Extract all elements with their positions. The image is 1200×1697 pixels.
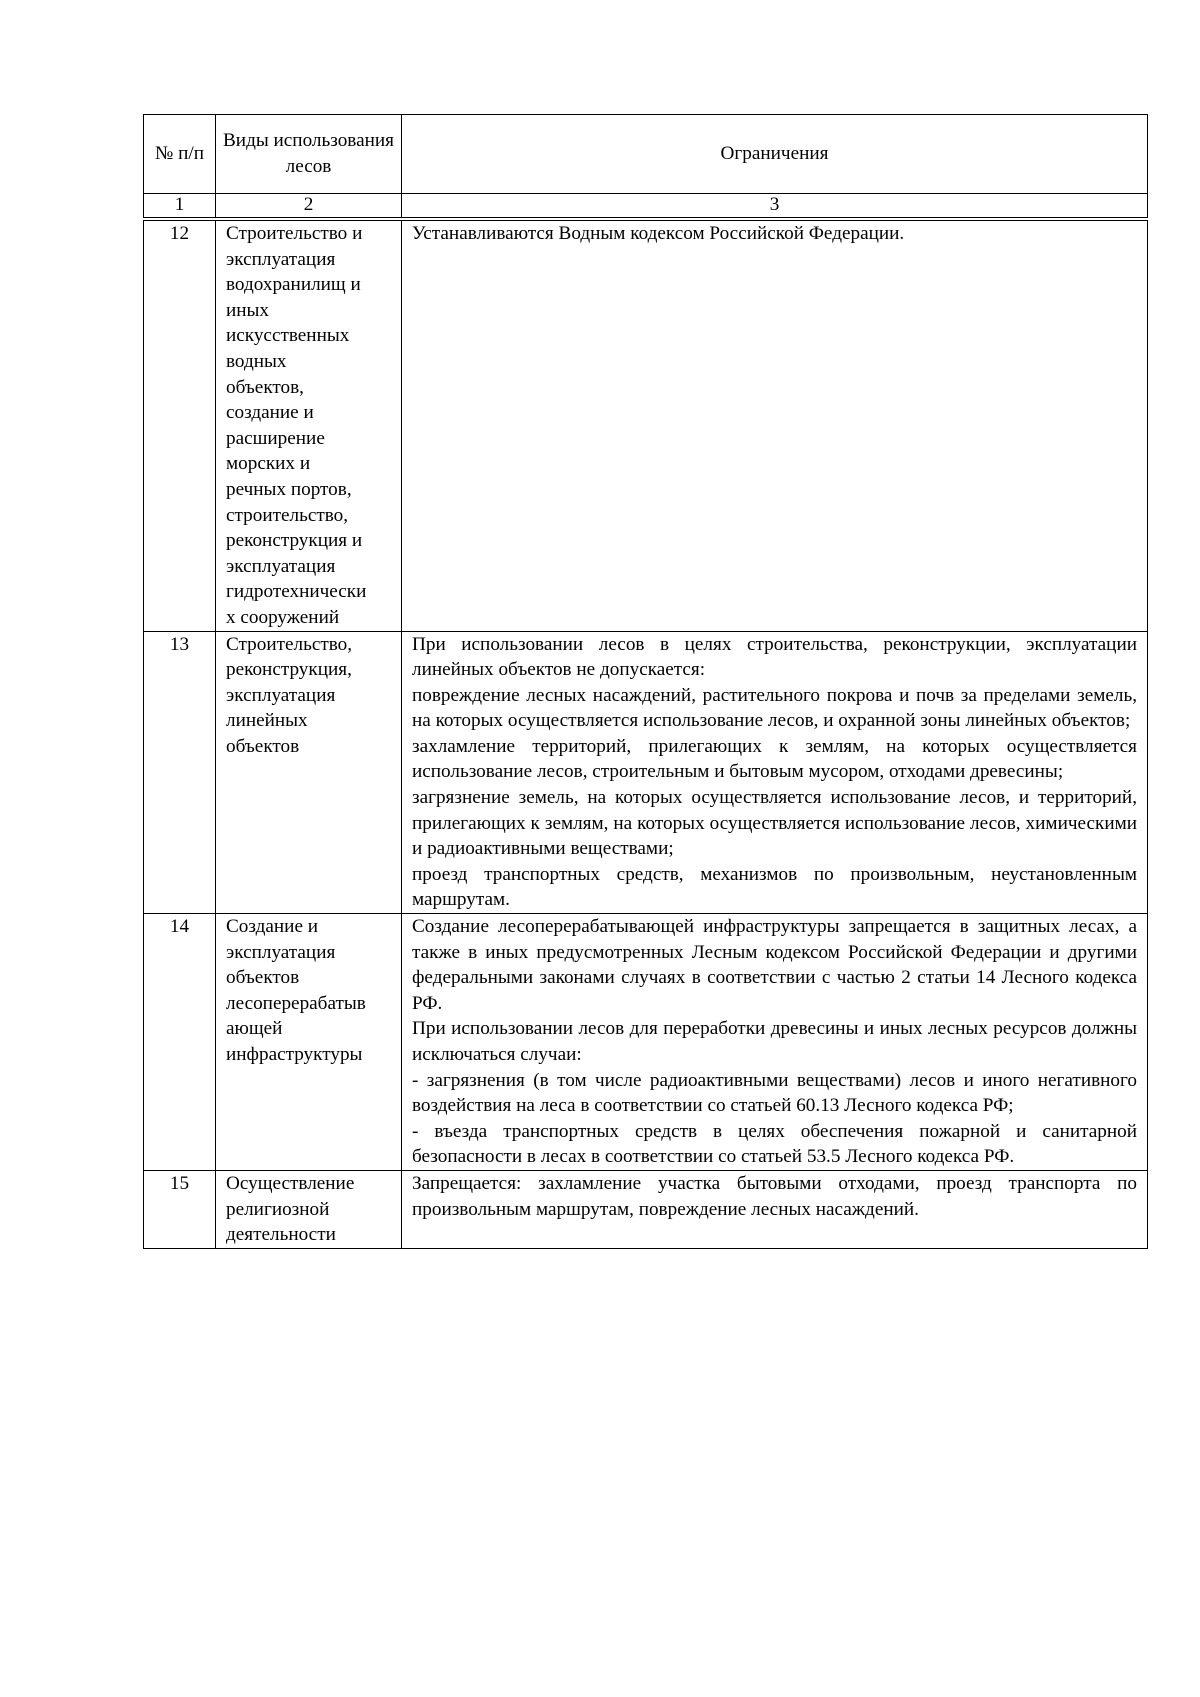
restriction-paragraph: загрязнение земель, на которых осуществляется использование лесов, и территорий, прилегающих к землям, на которых осуществляется использование лесов, химическими и радиоактивными веществами; — [412, 787, 1137, 860]
table-row — [144, 914, 1148, 1171]
forest-use-kind-line: х сооружений — [226, 606, 340, 628]
row-number: 15 — [144, 1170, 216, 1248]
header-row — [144, 115, 1148, 194]
forest-use-kind — [216, 219, 402, 631]
forest-use-kind-line: искусственных — [226, 325, 350, 347]
header-num: № п/п — [144, 115, 216, 194]
forest-use-kind — [216, 1170, 402, 1248]
forest-use-kind-line: речных портов, — [226, 478, 352, 500]
forest-use-kind-line: иных — [226, 299, 270, 321]
forest-use-kind-line: ающей — [226, 1018, 283, 1040]
forest-use-kind-line: Осуществление — [226, 1172, 355, 1194]
forest-use-kind-line: инфраструктуры — [226, 1044, 363, 1065]
column-number: 1 — [144, 194, 216, 220]
forest-use-kind-line: религиозной — [226, 1198, 330, 1220]
forest-use-kind-line: реконструкция, — [226, 659, 352, 681]
row-number: 13 — [144, 631, 216, 914]
restriction-paragraph: Запрещается: захламление участка бытовыми отходами, проезд транспорта по произвольным маршрутам, повреждение лесных насаждений. — [412, 1172, 1137, 1220]
forest-use-kind-line: создание и — [226, 402, 314, 424]
restrictions-cell — [402, 1170, 1148, 1248]
header-limits: Ограничения — [402, 115, 1148, 194]
forest-use-kind-line: Строительство и — [226, 223, 363, 244]
forest-use-kind-line: объектов — [226, 735, 300, 757]
restriction-paragraph: Устанавливаются Водным кодексом Российской Федерации. — [412, 223, 905, 244]
column-number-row — [144, 194, 1148, 220]
restriction-paragraph: При использовании лесов для переработки древесины и иных лесных ресурсов должны исключаться случаи: — [412, 1018, 1137, 1065]
restriction-paragraph: захламление территорий, прилегающих к землям, на которых осуществляется использование лесов, строительным и бытовым мусором, отходами древесины; — [412, 735, 1137, 783]
table-body — [144, 194, 1148, 1249]
forest-use-kind-line: водных — [226, 350, 287, 372]
row-number: 12 — [144, 219, 216, 631]
forest-use-kind — [216, 631, 402, 914]
table-row — [144, 219, 1148, 631]
forest-use-kind-line: расширение — [226, 427, 325, 449]
forest-use-kind-line: гидротехнически — [226, 581, 367, 603]
forest-use-kind-line: эксплуатация — [226, 684, 336, 706]
document-page — [143, 114, 1147, 1249]
forest-use-kind-line: водохранилищ и — [226, 274, 361, 296]
table-header — [144, 115, 1148, 194]
column-number: 3 — [402, 194, 1148, 220]
forest-use-kind-line: лесоперерабатыв — [226, 992, 366, 1014]
restriction-paragraph: При использовании лесов в целях строительства, реконструкции, эксплуатации линейных объектов не допускается: — [412, 633, 1137, 681]
forest-use-kind-line: деятельности — [226, 1224, 336, 1246]
table-row — [144, 1170, 1148, 1248]
restrictions-cell — [402, 914, 1148, 1171]
restrictions-cell — [402, 631, 1148, 914]
forest-use-restrictions-table — [143, 114, 1148, 1249]
forest-use-kind-line: эксплуатация — [226, 941, 336, 963]
forest-use-kind-line: Создание и — [226, 916, 319, 938]
forest-use-kind-line: Строительство, — [226, 633, 353, 655]
forest-use-kind-line: объектов, — [226, 376, 304, 398]
restriction-paragraph: проезд транспортных средств, механизмов по произвольным, неустановленным маршрутам. — [412, 863, 1137, 911]
column-number: 2 — [216, 194, 402, 220]
restriction-paragraph: Создание лесоперерабатывающей инфраструктуры запрещается в защитных лесах, а также в иных предусмотренных Лесным кодексом Российской Федерации и другими федеральными законами случаях в соответствии с частью 2 статьи 14 Лесного кодекса РФ. — [412, 916, 1137, 1014]
header-kind: Виды использования лесов — [216, 115, 402, 194]
restriction-paragraph: - загрязнения (в том числе радиоактивными веществами) лесов и иного негативного воздействия на леса в соответствии со статьей 60.13 Лесного кодекса РФ; — [412, 1069, 1137, 1117]
forest-use-kind-line: реконструкция и — [226, 530, 363, 552]
forest-use-kind — [216, 914, 402, 1171]
restrictions-cell — [402, 219, 1148, 631]
forest-use-kind-line: эксплуатация — [226, 555, 336, 577]
row-number: 14 — [144, 914, 216, 1171]
forest-use-kind-line: морских и — [226, 453, 311, 475]
forest-use-kind-line: эксплуатация — [226, 248, 336, 270]
forest-use-kind-line: линейных — [226, 710, 308, 732]
forest-use-kind-line: строительство, — [226, 504, 349, 526]
restriction-paragraph: повреждение лесных насаждений, растительного покрова и почв за пределами земель, на которых осуществляется использование лесов, и охранной зоны линейных объектов; — [412, 684, 1137, 732]
forest-use-kind-line: объектов — [226, 967, 300, 989]
table-row — [144, 631, 1148, 914]
restriction-paragraph: - въезда транспортных средств в целях обеспечения пожарной и санитарной безопасности в лесах в соответствии со статьей 53.5 Лесного кодекса РФ. — [412, 1120, 1137, 1168]
